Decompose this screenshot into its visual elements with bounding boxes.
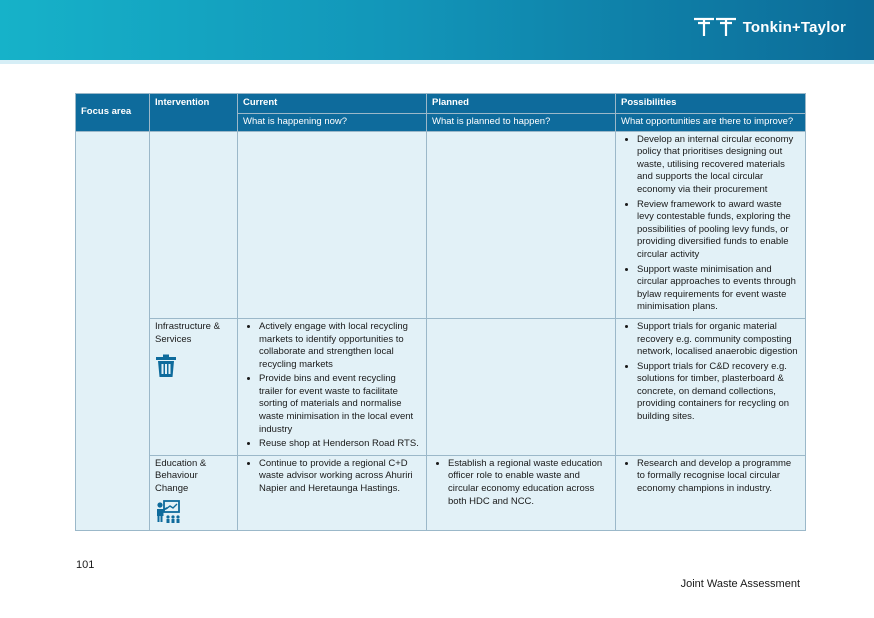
intervention-cell	[150, 455, 238, 530]
list-item: • Reuse shop at Henderson Road RTS.	[259, 438, 421, 451]
tt-logo-icon	[693, 17, 737, 37]
subheader-possibilities: What opportunities are there to improve?	[616, 114, 806, 132]
list-item: • Actively engage with local recycling markets to identify opportunities to collaborate and strengthen local recycling markets	[259, 321, 421, 371]
brand-logo	[693, 17, 846, 37]
list-item: • Research and develop a programme to formally recognise local circular economy champions in industry.	[637, 458, 800, 496]
list-item: • Provide bins and event recycling trailer for event waste to facilitate sorting of materials and normalise waste minimisation in the local event industry	[259, 373, 421, 436]
intervention-cell	[150, 131, 238, 318]
teacher-presentation-icon	[155, 500, 181, 524]
intervention-cell	[150, 318, 238, 455]
brand-name: Tonkin+Taylor	[742, 18, 846, 36]
subheader-current: What is happening now?	[238, 114, 427, 132]
interventions-table	[75, 93, 806, 531]
list-item: • Develop an internal circular economy policy that prioritises designing out waste, utilising recovered materials and supports the local circular economy via their procurement	[637, 134, 800, 197]
table-row	[76, 455, 806, 530]
list-item: • Continue to provide a regional C+D waste advisor working across Ahuriri Napier and Heretaunga Hastings.	[259, 458, 421, 496]
header-divider	[0, 60, 874, 64]
planned-cell	[427, 131, 616, 318]
current-cell	[238, 318, 427, 455]
document-title: Joint Waste Assessment	[680, 578, 800, 590]
possibilities-cell	[616, 455, 806, 530]
possibilities-cell	[616, 318, 806, 455]
current-cell	[238, 455, 427, 530]
list-item: • Support trials for C&D recovery e.g. solutions for timber, plasterboard & concrete, on demand collections, providing containers for recycling on building sites.	[637, 361, 800, 424]
header-planned: Planned	[427, 94, 616, 114]
header-current: Current	[238, 94, 427, 114]
header-intervention: Intervention	[150, 94, 238, 132]
subheader-planned: What is planned to happen?	[427, 114, 616, 132]
planned-cell	[427, 318, 616, 455]
list-item: • Review framework to award waste levy contestable funds, exploring the possibilities of pooling levy funds, or providing diversified funds to enable circular activity	[637, 199, 800, 262]
list-item: • Support waste minimisation and circular approaches to events through bylaw requirements for event waste minimisation plans.	[637, 264, 800, 314]
intervention-label: Education & Behaviour Change	[155, 457, 207, 495]
list-item: • Support trials for organic material recovery e.g. community composting network, localised anaerobic digestion	[637, 321, 800, 359]
current-cell	[238, 131, 427, 318]
header-possibilities: Possibilities	[616, 94, 806, 114]
table-row	[76, 318, 806, 455]
possibilities-cell	[616, 131, 806, 318]
header-focus-area: Focus area	[76, 94, 150, 132]
intervention-label: Infrastructure & Services	[155, 320, 220, 345]
planned-cell	[427, 455, 616, 530]
focus-area-cell	[76, 131, 150, 531]
page-number: 101	[76, 559, 95, 571]
list-item: • Establish a regional waste education officer role to enable waste and circular economy education across both HDC and NCC.	[448, 458, 610, 508]
trash-bin-icon	[155, 354, 177, 378]
table-row	[76, 131, 806, 318]
